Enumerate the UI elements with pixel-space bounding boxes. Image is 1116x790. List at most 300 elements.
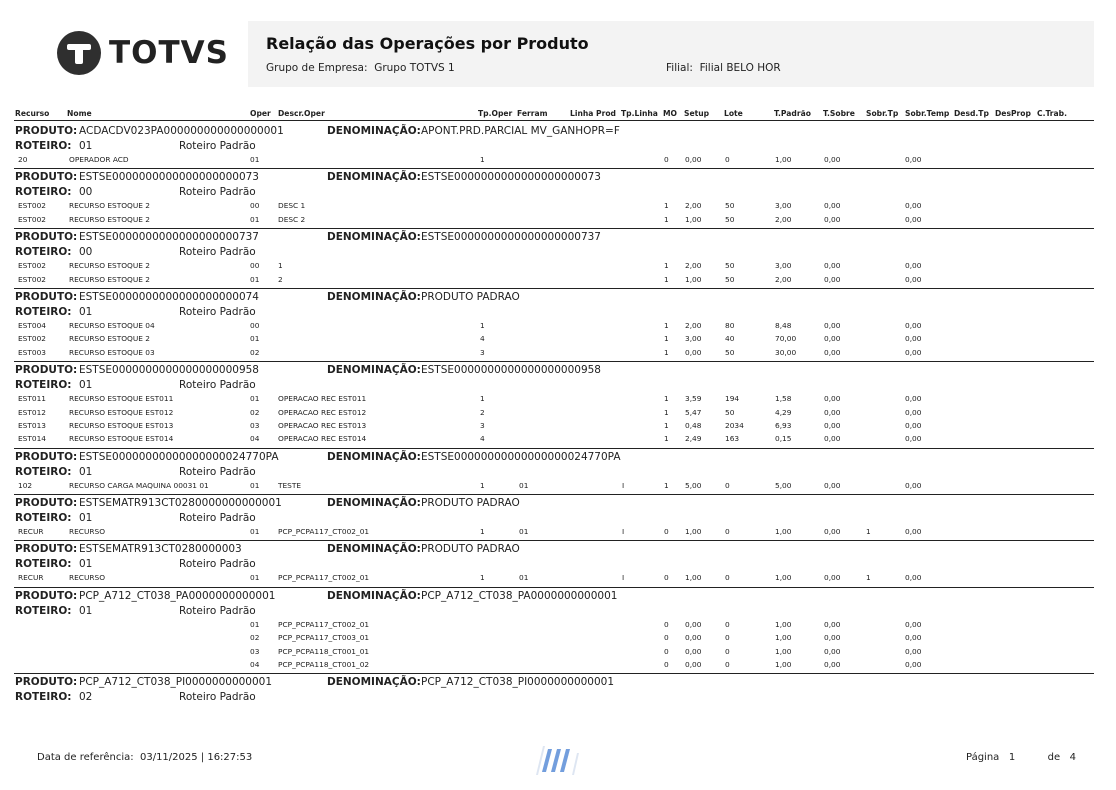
op-oper: 00	[250, 201, 260, 211]
op-t-sobre: 0,00	[824, 480, 841, 490]
op-mo: 1	[664, 261, 669, 271]
roteiro-label: ROTEIRO:	[15, 186, 72, 199]
roteiro-row	[14, 184, 1094, 199]
roteiro-row	[14, 556, 1094, 571]
operations-list	[14, 259, 1094, 288]
op-sobr-temp: 0,00	[905, 420, 922, 430]
op-mo: 0	[664, 633, 669, 643]
roteiro-code: 01	[79, 379, 93, 392]
roteiro-desc: Roteiro Padrão	[179, 140, 256, 152]
produto-label: PRODUTO:	[15, 450, 78, 463]
op-descr-oper: TESTE	[278, 480, 302, 490]
op-nome: RECURSO ESTOQUE 2	[69, 261, 151, 271]
roteiro-code: 01	[79, 140, 93, 152]
op-ferram: 01	[519, 480, 529, 490]
op-sobr-temp: 0,00	[905, 527, 922, 537]
op-descr-oper: OPERACAO REC EST011	[278, 394, 367, 404]
op-descr-oper: PCP_PCPA118_CT001_01	[278, 646, 370, 656]
op-lote: 0	[725, 527, 730, 537]
product-block	[14, 494, 1094, 540]
product-block	[14, 540, 1094, 586]
denominacao-label: DENOMINAÇÃO:	[327, 450, 421, 463]
denominacao-label: DENOMINAÇÃO:	[327, 171, 421, 184]
op-t-sobre: 0,00	[824, 434, 841, 444]
op-oper: 01	[250, 274, 260, 284]
operation-row	[14, 273, 1094, 286]
op-tp-oper: 4	[480, 434, 485, 444]
denominacao-value: ESTSE00000000000000000024770PA	[421, 450, 621, 463]
filial-label: Filial:	[666, 62, 693, 74]
op-oper: 04	[250, 434, 260, 444]
op-setup: 3,00	[685, 334, 702, 344]
op-lote: 50	[725, 347, 735, 357]
op-setup: 0,00	[685, 633, 702, 643]
op-mo: 0	[664, 646, 669, 656]
col-desd-tp: Desd.Tp	[954, 109, 989, 118]
roteiro-desc: Roteiro Padrão	[179, 379, 256, 392]
op-t-padrao: 3,00	[775, 201, 792, 211]
op-lote: 163	[725, 434, 740, 444]
footer-page-info	[966, 752, 1076, 763]
op-recurso: RECUR	[18, 527, 44, 537]
produto-label: PRODUTO:	[15, 290, 78, 303]
op-t-sobre: 0,00	[824, 201, 841, 211]
col-sobr-temp: Sobr.Temp	[905, 109, 950, 118]
op-t-padrao: 1,00	[775, 573, 792, 583]
operation-row	[14, 631, 1094, 644]
op-setup: 0,00	[685, 660, 702, 670]
report-body	[14, 123, 1094, 706]
ref-label: Data de referência:	[37, 752, 134, 763]
produto-code: ESTSE0000000000000000000073	[79, 171, 259, 184]
col-c-trab: C.Trab.	[1037, 109, 1067, 118]
op-oper: 03	[250, 420, 260, 430]
op-recurso: EST012	[18, 407, 46, 417]
op-recurso: EST002	[18, 261, 46, 271]
op-t-sobre: 0,00	[824, 619, 841, 629]
op-oper: 03	[250, 646, 260, 656]
produto-label: PRODUTO:	[15, 676, 78, 689]
operation-row	[14, 259, 1094, 272]
op-sobr-temp: 0,00	[905, 660, 922, 670]
op-lote: 50	[725, 214, 735, 224]
operation-row	[14, 153, 1094, 166]
produto-label: PRODUTO:	[15, 125, 78, 137]
op-mo: 0	[664, 660, 669, 670]
op-mo: 0	[664, 573, 669, 583]
column-header-row	[14, 108, 1094, 121]
op-t-sobre: 0,00	[824, 527, 841, 537]
denominacao-value: PRODUTO PADRAO	[421, 290, 520, 303]
op-lote: 0	[725, 646, 730, 656]
col-tp-oper: Tp.Oper	[478, 109, 513, 118]
op-oper: 01	[250, 334, 260, 344]
op-mo: 0	[664, 619, 669, 629]
op-mo: 1	[664, 434, 669, 444]
op-t-padrao: 2,00	[775, 214, 792, 224]
denominacao-label: DENOMINAÇÃO:	[327, 231, 421, 244]
op-nome: RECURSO CARGA MAQUINA 00031 01	[69, 480, 209, 490]
page-label: Página	[966, 752, 1000, 763]
roteiro-code: 00	[79, 246, 93, 259]
op-setup: 1,00	[685, 527, 702, 537]
col-tp-linha: Tp.Linha	[621, 109, 658, 118]
op-t-sobre: 0,00	[824, 633, 841, 643]
op-t-sobre: 0,00	[824, 261, 841, 271]
op-mo: 1	[664, 407, 669, 417]
op-setup: 3,59	[685, 394, 702, 404]
col-ferram: Ferram	[517, 109, 548, 118]
op-sobr-tp: 1	[866, 527, 871, 537]
op-setup: 0,00	[685, 155, 702, 164]
roteiro-row	[14, 464, 1094, 479]
op-lote: 0	[725, 573, 730, 583]
produto-code: ESTSEMATR913CT0280000000000001	[79, 497, 282, 510]
roteiro-desc: Roteiro Padrão	[179, 246, 256, 259]
col-t-sobre: T.Sobre	[823, 109, 855, 118]
roteiro-desc: Roteiro Padrão	[179, 305, 256, 318]
op-oper: 01	[250, 214, 260, 224]
produto-code: ESTSE0000000000000000000958	[79, 364, 259, 377]
roteiro-row	[14, 138, 1094, 153]
op-oper: 01	[250, 155, 260, 164]
filial-value: Filial BELO HOR	[699, 62, 781, 74]
op-nome: RECURSO ESTOQUE EST013	[69, 420, 174, 430]
op-setup: 0,00	[685, 347, 702, 357]
op-tp-oper: 2	[480, 407, 485, 417]
produto-code: ESTSE0000000000000000000074	[79, 290, 259, 303]
denominacao-label: DENOMINAÇÃO:	[327, 497, 421, 510]
product-block	[14, 123, 1094, 168]
col-setup: Setup	[684, 109, 710, 118]
op-t-padrao: 1,58	[775, 394, 792, 404]
denominacao-value: ESTSE0000000000000000000073	[421, 171, 601, 184]
op-t-sobre: 0,00	[824, 660, 841, 670]
operations-list	[14, 479, 1094, 494]
op-nome: RECURSO	[69, 527, 106, 537]
op-mo: 1	[664, 320, 669, 330]
op-sobr-temp: 0,00	[905, 214, 922, 224]
product-row	[14, 674, 1094, 689]
operations-list	[14, 525, 1094, 540]
denominacao-value: PRODUTO PADRAO	[421, 543, 520, 556]
op-t-sobre: 0,00	[824, 573, 841, 583]
op-mo: 1	[664, 334, 669, 344]
op-ferram: 01	[519, 527, 529, 537]
op-setup: 2,00	[685, 320, 702, 330]
page-of-label: de	[1047, 752, 1061, 763]
op-descr-oper: PCP_PCPA118_CT001_02	[278, 660, 370, 670]
roteiro-label: ROTEIRO:	[15, 604, 72, 617]
product-row	[14, 362, 1094, 377]
op-t-sobre: 0,00	[824, 274, 841, 284]
op-nome: RECURSO ESTOQUE EST011	[69, 394, 174, 404]
col-nome: Nome	[67, 109, 92, 118]
op-nome: RECURSO	[69, 573, 106, 583]
op-t-sobre: 0,00	[824, 334, 841, 344]
col-mo: MO	[663, 109, 678, 118]
product-row	[14, 449, 1094, 464]
op-recurso: EST002	[18, 334, 46, 344]
roteiro-row	[14, 689, 1094, 704]
op-sobr-temp: 0,00	[905, 334, 922, 344]
op-oper: 02	[250, 633, 260, 643]
op-oper: 00	[250, 320, 260, 330]
op-sobr-temp: 0,00	[905, 646, 922, 656]
op-oper: 01	[250, 527, 260, 537]
operation-row	[14, 479, 1094, 492]
op-oper: 01	[250, 394, 260, 404]
op-t-padrao: 70,00	[775, 334, 797, 344]
totvs-logo-icon	[57, 31, 101, 75]
op-descr-oper: PCP_PCPA117_CT002_01	[278, 619, 370, 629]
operations-list	[14, 319, 1094, 361]
op-recurso: RECUR	[18, 573, 44, 583]
op-descr-oper: OPERACAO REC EST014	[278, 434, 367, 444]
op-t-padrao: 8,48	[775, 320, 792, 330]
op-tp-linha: I	[622, 573, 625, 583]
op-setup: 0,48	[685, 420, 702, 430]
op-setup: 5,00	[685, 480, 702, 490]
roteiro-label: ROTEIRO:	[15, 379, 72, 392]
op-tp-oper: 1	[480, 320, 485, 330]
product-row	[14, 289, 1094, 304]
op-sobr-temp: 0,00	[905, 320, 922, 330]
brand-name: TOTVS	[109, 35, 229, 71]
op-sobr-tp: 1	[866, 573, 871, 583]
roteiro-code: 01	[79, 558, 93, 571]
op-setup: 1,00	[685, 274, 702, 284]
roteiro-row	[14, 377, 1094, 392]
denominacao-label: DENOMINAÇÃO:	[327, 589, 421, 602]
denominacao-value: PCP_A712_CT038_PI0000000000001	[421, 676, 615, 689]
col-desprop: DesProp	[995, 109, 1031, 118]
roteiro-desc: Roteiro Padrão	[179, 558, 256, 571]
op-oper: 01	[250, 619, 260, 629]
col-oper: Oper	[250, 109, 271, 118]
op-descr-oper: DESC 1	[278, 201, 306, 211]
operation-row	[14, 199, 1094, 212]
roteiro-desc: Roteiro Padrão	[179, 512, 256, 525]
op-recurso: EST014	[18, 434, 46, 444]
op-descr-oper: DESC 2	[278, 214, 306, 224]
op-t-padrao: 30,00	[775, 347, 797, 357]
totvs-logo	[57, 30, 229, 76]
operation-row	[14, 525, 1094, 538]
col-linha-prod: Linha Prod	[570, 109, 616, 118]
produto-label: PRODUTO:	[15, 589, 78, 602]
grupo-label: Grupo de Empresa:	[266, 62, 368, 74]
denominacao-value: ESTSE0000000000000000000958	[421, 364, 601, 377]
roteiro-row	[14, 510, 1094, 525]
op-descr-oper: PCP_PCPA117_CT003_01	[278, 633, 370, 643]
op-nome: RECURSO ESTOQUE EST012	[69, 407, 174, 417]
denominacao-label: DENOMINAÇÃO:	[327, 543, 421, 556]
op-descr-oper: PCP_PCPA117_CT002_01	[278, 573, 370, 583]
ref-value: 03/11/2025 | 16:27:53	[139, 752, 253, 763]
op-lote: 0	[725, 155, 730, 164]
op-t-sobre: 0,00	[824, 407, 841, 417]
op-t-sobre: 0,00	[824, 320, 841, 330]
op-mo: 1	[664, 214, 669, 224]
roteiro-row	[14, 603, 1094, 618]
operation-row	[14, 319, 1094, 332]
roteiro-label: ROTEIRO:	[15, 465, 72, 478]
roteiro-desc: Roteiro Padrão	[179, 604, 256, 617]
op-lote: 50	[725, 274, 735, 284]
col-t-padrao: T.Padrão	[774, 109, 811, 118]
operations-list	[14, 199, 1094, 228]
operations-list	[14, 618, 1094, 674]
op-t-padrao: 1,00	[775, 633, 792, 643]
op-t-sobre: 0,00	[824, 214, 841, 224]
roteiro-code: 01	[79, 305, 93, 318]
product-row	[14, 588, 1094, 603]
produto-label: PRODUTO:	[15, 231, 78, 244]
operation-row	[14, 332, 1094, 345]
roteiro-desc: Roteiro Padrão	[179, 465, 256, 478]
product-block	[14, 587, 1094, 674]
operations-list	[14, 571, 1094, 586]
roteiro-code: 02	[79, 691, 93, 704]
denominacao-value: PCP_A712_CT038_PA0000000000001	[421, 589, 618, 602]
op-setup: 0,00	[685, 646, 702, 656]
operation-row	[14, 618, 1094, 631]
op-descr-oper: OPERACAO REC EST012	[278, 407, 367, 417]
op-tp-linha: I	[622, 480, 625, 490]
roteiro-desc: Roteiro Padrão	[179, 186, 256, 199]
product-block	[14, 673, 1094, 706]
produto-label: PRODUTO:	[15, 543, 78, 556]
op-descr-oper: PCP_PCPA117_CT002_01	[278, 527, 370, 537]
produto-code: ACDACDV023PA000000000000000001	[79, 125, 284, 137]
denominacao-value: PRODUTO PADRAO	[421, 497, 520, 510]
produto-code: PCP_A712_CT038_PA0000000000001	[79, 589, 276, 602]
op-lote: 50	[725, 261, 735, 271]
roteiro-label: ROTEIRO:	[15, 558, 72, 571]
roteiro-row	[14, 244, 1094, 259]
roteiro-code: 01	[79, 512, 93, 525]
op-lote: 0	[725, 633, 730, 643]
op-recurso: EST002	[18, 214, 46, 224]
op-lote: 0	[725, 480, 730, 490]
op-oper: 02	[250, 407, 260, 417]
op-setup: 5,47	[685, 407, 702, 417]
op-t-sobre: 0,00	[824, 155, 841, 164]
product-row	[14, 541, 1094, 556]
operation-row	[14, 406, 1094, 419]
denominacao-label: DENOMINAÇÃO:	[327, 364, 421, 377]
roteiro-label: ROTEIRO:	[15, 305, 72, 318]
op-nome: RECURSO ESTOQUE 2	[69, 214, 151, 224]
op-oper: 02	[250, 347, 260, 357]
op-tp-oper: 3	[480, 347, 485, 357]
product-row	[14, 123, 1094, 138]
op-recurso: EST004	[18, 320, 46, 330]
op-t-padrao: 3,00	[775, 261, 792, 271]
op-recurso: EST002	[18, 201, 46, 211]
roteiro-label: ROTEIRO:	[15, 691, 72, 704]
op-sobr-temp: 0,00	[905, 480, 922, 490]
op-lote: 80	[725, 320, 735, 330]
product-row	[14, 495, 1094, 510]
product-row	[14, 169, 1094, 184]
op-recurso: 20	[18, 155, 28, 164]
roteiro-label: ROTEIRO:	[15, 512, 72, 525]
op-mo: 1	[664, 420, 669, 430]
op-recurso: EST013	[18, 420, 46, 430]
denominacao-label: DENOMINAÇÃO:	[327, 676, 421, 689]
op-recurso: EST011	[18, 394, 46, 404]
op-recurso: EST002	[18, 274, 46, 284]
operation-row	[14, 419, 1094, 432]
produto-code: ESTSEMATR913CT0280000003	[79, 543, 242, 556]
roteiro-row	[14, 304, 1094, 319]
produto-label: PRODUTO:	[15, 497, 78, 510]
op-setup: 0,00	[685, 619, 702, 629]
op-mo: 0	[664, 527, 669, 537]
op-tp-oper: 4	[480, 334, 485, 344]
operations-list	[14, 153, 1094, 168]
op-sobr-temp: 0,00	[905, 619, 922, 629]
operation-row	[14, 392, 1094, 405]
op-sobr-temp: 0,00	[905, 394, 922, 404]
op-tp-oper: 1	[480, 480, 485, 490]
roteiro-code: 01	[79, 604, 93, 617]
op-descr-oper: 2	[278, 274, 283, 284]
filial	[666, 62, 781, 74]
op-t-padrao: 1,00	[775, 646, 792, 656]
roteiro-desc: Roteiro Padrão	[179, 691, 256, 704]
denominacao-label: DENOMINAÇÃO:	[327, 290, 421, 303]
operation-row	[14, 571, 1094, 584]
denominacao-value: APONT.PRD.PARCIAL MV_GANHOPR=F	[421, 125, 620, 137]
op-recurso: 102	[18, 480, 33, 490]
op-nome: RECURSO ESTOQUE 04	[69, 320, 155, 330]
op-tp-oper: 3	[480, 420, 485, 430]
col-lote: Lote	[724, 109, 743, 118]
product-block	[14, 168, 1094, 228]
op-t-padrao: 2,00	[775, 274, 792, 284]
denominacao-label: DENOMINAÇÃO:	[327, 125, 421, 137]
op-oper: 01	[250, 480, 260, 490]
produto-label: PRODUTO:	[15, 171, 78, 184]
op-nome: RECURSO ESTOQUE 03	[69, 347, 155, 357]
op-sobr-temp: 0,00	[905, 274, 922, 284]
op-t-sobre: 0,00	[824, 420, 841, 430]
op-sobr-temp: 0,00	[905, 573, 922, 583]
op-t-padrao: 1,00	[775, 527, 792, 537]
op-lote: 40	[725, 334, 735, 344]
op-oper: 00	[250, 261, 260, 271]
product-block	[14, 361, 1094, 448]
op-mo: 1	[664, 347, 669, 357]
operations-list	[14, 392, 1094, 448]
op-descr-oper: 1	[278, 261, 283, 271]
op-lote: 0	[725, 660, 730, 670]
op-setup: 1,00	[685, 214, 702, 224]
op-t-padrao: 5,00	[775, 480, 792, 490]
op-setup: 1,00	[685, 573, 702, 583]
roteiro-code: 01	[79, 465, 93, 478]
grupo-empresa	[266, 62, 455, 74]
footer-reference-date	[37, 752, 252, 763]
op-mo: 1	[664, 480, 669, 490]
op-sobr-temp: 0,00	[905, 434, 922, 444]
op-nome: RECURSO ESTOQUE 2	[69, 274, 151, 284]
op-t-padrao: 1,00	[775, 155, 792, 164]
op-nome: RECURSO ESTOQUE EST014	[69, 434, 174, 444]
